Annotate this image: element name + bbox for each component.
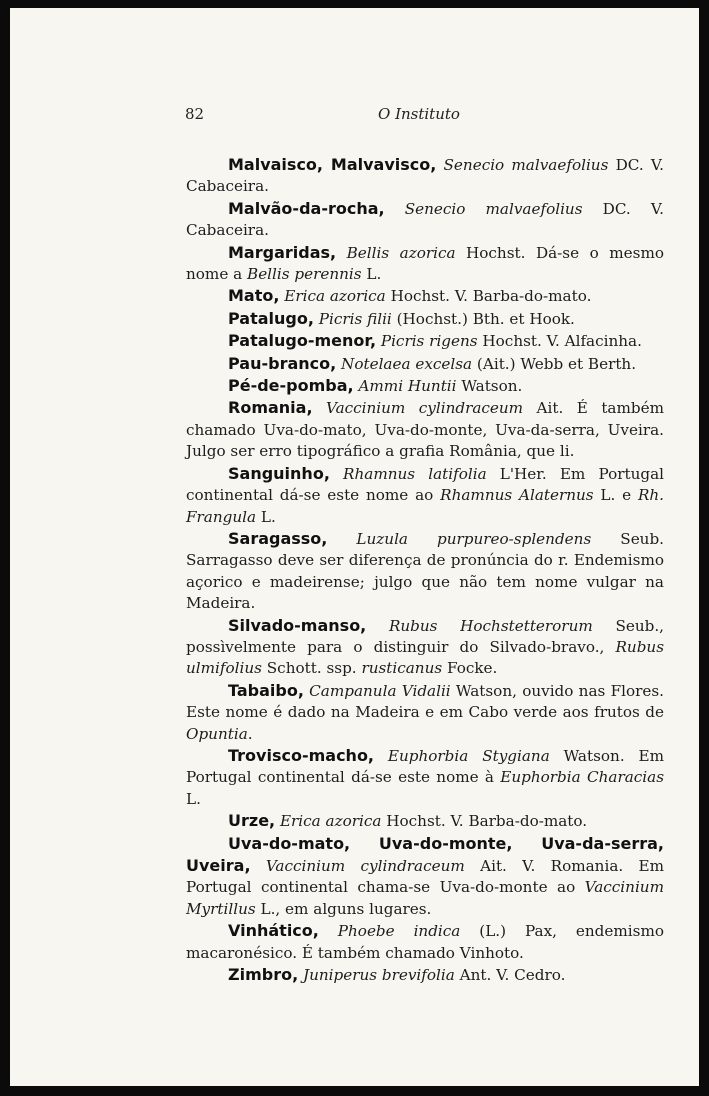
entry-text: Focke. xyxy=(442,659,498,678)
glossary-entry xyxy=(186,745,664,810)
entry-text: Watson. Em Portugal continental dá-se este nome à xyxy=(186,746,665,787)
glossary-entry xyxy=(186,964,664,986)
glossary-entry xyxy=(186,680,664,745)
entry-term: Silvado-manso, xyxy=(228,615,367,635)
entry-term: Tabaibo, xyxy=(228,680,304,700)
entry-text: L., em alguns lugares. xyxy=(255,899,432,918)
entry-text: Seub., possìvelmente para o distinguir do Silvado-bravo., xyxy=(186,616,664,656)
entry-term: Patalugo-menor, xyxy=(228,331,377,351)
entry-text: Seub. Sarragasso deve ser diferença de pronúncia do r. Endemismo açorico e madeirense; julgo que não tem nome vulgar na Madeira. xyxy=(186,529,665,613)
running-title: O Instituto xyxy=(378,105,460,123)
entry-text: DC. V. Cabaceira. xyxy=(186,199,664,240)
entry-text: Hochst. V. Barba-do-mato. xyxy=(381,812,588,831)
scientific-name: Rh. Frangula xyxy=(186,486,665,526)
glossary-entry xyxy=(186,308,664,330)
glossary-entry xyxy=(186,375,664,397)
scientific-name: Rhamnus Alaternus xyxy=(440,486,594,505)
glossary-entry xyxy=(186,920,664,964)
scientific-name: Rubus Hochstetterorum xyxy=(388,616,593,635)
entry-text: Ant. V. Cedro. xyxy=(454,966,566,985)
scientific-name: Bellis azorica xyxy=(346,243,456,262)
scientific-name: Erica azorica xyxy=(284,287,386,306)
entry-text: Hochst. V. Alfacinha. xyxy=(477,332,642,351)
scientific-name: Vaccinium Myrtillus xyxy=(186,878,664,918)
entry-term: Sanguinho, xyxy=(228,463,330,483)
entry-term: Saragasso, xyxy=(228,528,328,548)
entry-text: Ait. V. Romania. Em Portugal continental chama-se Uva-do-monte ao xyxy=(186,857,665,897)
scientific-name: Senecio malvaefolius xyxy=(443,156,609,174)
scientific-name: Picris filii xyxy=(318,309,392,328)
glossary-text xyxy=(186,154,664,986)
glossary-entry xyxy=(186,397,664,462)
entry-term: Malvão-da-rocha, xyxy=(228,198,385,218)
scientific-name: Campanula Vidalii xyxy=(309,681,451,700)
glossary-entry xyxy=(186,810,664,832)
entry-text: (L.) Pax, endemismo macaronésico. É também chamado Vinhoto. xyxy=(186,922,664,962)
scientific-name: Juniperus brevifolia xyxy=(303,966,455,985)
entry-text: L. xyxy=(256,507,276,526)
entry-text: Watson, ouvido nas Flores. Este nome é dado na Madeira e em Cabo verde aos frutos de xyxy=(186,681,664,722)
scientific-name: Vaccinium cylindraceum xyxy=(326,399,524,418)
entry-term: Vinhático, xyxy=(228,921,319,941)
entry-text: Hochst. Dá-se o mesmo nome a xyxy=(186,243,664,284)
scientific-name: Ammi Huntii xyxy=(358,377,457,396)
page-header xyxy=(185,105,495,125)
scientific-name: Senecio malvaefolius xyxy=(404,199,583,218)
glossary-entry xyxy=(186,285,664,307)
scientific-name: Opuntia xyxy=(186,724,248,743)
glossary-entry xyxy=(186,528,664,615)
entry-term: Trovisco-macho, xyxy=(228,745,375,765)
entry-text: Hochst. V. Barba-do-mato. xyxy=(385,287,592,306)
glossary-entry xyxy=(186,463,664,528)
entry-term: Malvaisco, Malvavisco, xyxy=(228,155,437,174)
scientific-name: Erica azorica xyxy=(279,812,382,831)
entry-term: Pé-de-pomba, xyxy=(228,376,354,396)
scientific-name: Euphorbia Stygiana xyxy=(387,746,550,765)
scientific-name: Phoebe indica xyxy=(337,922,461,941)
entry-term: Patalugo, xyxy=(228,308,314,328)
entry-text: Watson. xyxy=(456,377,523,396)
page-number: 82 xyxy=(185,105,205,123)
glossary-entry xyxy=(186,242,664,286)
entry-text: Ait. É também chamado Uva-do-mato, Uva-do-monte, Uva-da-serra, Uveira. Julgo ser erro tipográfico a grafia România, que li. xyxy=(186,399,665,461)
scientific-name: Notelaea excelsa xyxy=(341,354,473,373)
scientific-name: rusticanus xyxy=(361,659,443,678)
scientific-name: Luzula purpureo-splendens xyxy=(356,529,592,548)
entry-term: Romania, xyxy=(228,398,313,418)
book-page xyxy=(10,8,699,1086)
glossary-entry xyxy=(186,353,664,375)
entry-term: Urze, xyxy=(228,811,276,831)
scientific-name: Rubus ulmifolius xyxy=(186,637,664,678)
scientific-name: Euphorbia Characias xyxy=(500,768,664,787)
entry-text: (Ait.) Webb et Berth. xyxy=(472,354,637,373)
entry-text: L. xyxy=(361,265,382,284)
entry-text: Schott. ssp. xyxy=(261,659,362,678)
scientific-name: Rhamnus latifolia xyxy=(343,464,487,483)
scientific-name: Bellis perennis xyxy=(247,265,362,284)
scientific-name: Picris rigens xyxy=(380,332,478,351)
glossary-entry xyxy=(186,833,664,921)
scientific-name: Vaccinium cylindraceum xyxy=(265,857,465,875)
glossary-entry xyxy=(186,330,664,352)
entry-term: Uva-do-mato, Uva-do-monte, Uva-da-serra, Uveira, xyxy=(186,833,664,875)
entry-text: L'Her. Em Portugal continental dá-se este nome ao xyxy=(186,464,665,505)
glossary-entry xyxy=(186,198,664,242)
entry-text: L. e xyxy=(593,486,638,505)
entry-term: Zimbro, xyxy=(228,965,299,985)
glossary-entry xyxy=(186,615,664,680)
entry-text: DC. V. Cabaceira. xyxy=(186,156,664,196)
entry-term: Mato, xyxy=(228,286,280,306)
glossary-entry xyxy=(186,154,664,198)
entry-term: Pau-branco, xyxy=(228,353,337,373)
entry-text: (Hochst.) Bth. et Hook. xyxy=(391,309,575,328)
entry-text: . xyxy=(247,724,253,743)
entry-term: Margaridas, xyxy=(228,242,337,262)
entry-text: L. xyxy=(186,789,201,808)
